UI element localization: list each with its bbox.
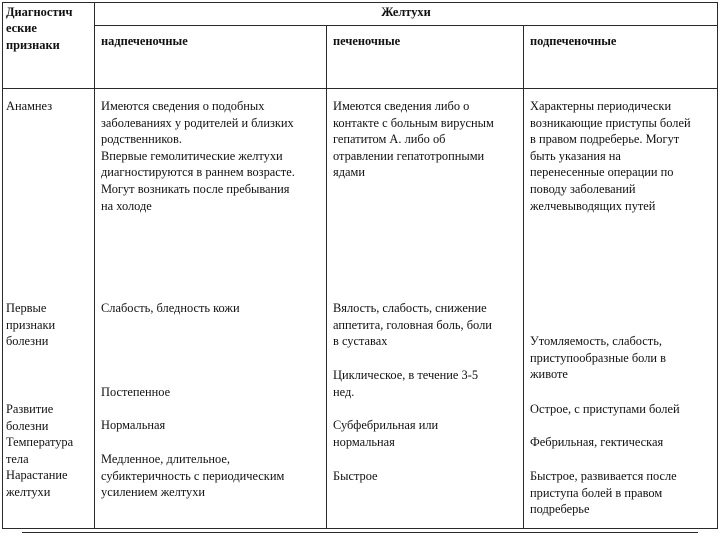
column-divider-1 — [94, 2, 95, 529]
cell-anamnesis-prehepatic: Имеются сведения о подобных заболеваниях у родителей и близких родственников. Впервые гемолитические желтухи диагностируются в раннем возрасте. Могут возникать после пребывания на холоде — [101, 99, 295, 213]
cell-jaundice-growth-hepatic: Быстрое — [333, 469, 378, 483]
row-label-anamnesis: Анамнез — [6, 99, 53, 113]
cell-temperature-prehepatic: Нормальная — [101, 418, 166, 432]
table-border-bottom-shadow — [22, 532, 698, 533]
group-header: Желтухи — [381, 5, 431, 19]
cell-first-signs-posthepatic: Утомляемость, слабость, приступообразные боли в животе — [530, 334, 666, 382]
cell-anamnesis-hepatic: Имеются сведения либо о контакте с больным вирусным гепатитом А. либо об отравлении гепатотропными ядами — [333, 99, 494, 180]
cell-first-signs-hepatic: Вялость, слабость, снижение аппетита, головная боль, боли в суставах — [333, 301, 492, 349]
cell-temperature-hepatic: Субфебрильная или нормальная — [333, 418, 439, 449]
cell-development-posthepatic: Острое, с приступами болей — [530, 402, 680, 416]
table-border-left — [2, 2, 3, 529]
column-header-prehepatic: надпеченочные — [101, 34, 188, 48]
column-header-hepatic: печеночные — [333, 34, 401, 48]
table-border-right — [717, 2, 718, 529]
row-label-first-signs: Первые признаки болезни — [6, 301, 56, 349]
table-border-bottom — [2, 528, 718, 529]
column-divider-3 — [523, 25, 524, 529]
corner-header: Диагностич еские признаки — [6, 5, 73, 52]
cell-jaundice-growth-posthepatic: Быстрое, развивается после приступа болей в правом подреберье — [530, 469, 677, 517]
header-divider — [94, 25, 718, 26]
cell-jaundice-growth-prehepatic: Медленное, длительное, субиктеричность с периодическим усилением желтухи — [101, 452, 285, 500]
header-bottom-border — [2, 88, 718, 89]
column-header-posthepatic: подпеченочные — [530, 34, 617, 48]
cell-first-signs-prehepatic: Слабость, бледность кожи — [101, 301, 240, 315]
table-border-top — [2, 2, 718, 3]
cell-anamnesis-posthepatic: Характерны периодически возникающие приступы болей в правом подреберье. Могут быть указания на перенесенные операции по поводу заболеваний желчевыводящих путей — [530, 99, 691, 213]
row-label-combined: Развитие болезни Температура тела Нарастание желтухи — [6, 402, 74, 499]
column-divider-2 — [326, 25, 327, 529]
cell-development-prehepatic: Постепенное — [101, 385, 171, 399]
cell-temperature-posthepatic: Фебрильная, гектическая — [530, 435, 664, 449]
cell-development-hepatic: Циклическое, в течение 3-5 нед. — [333, 368, 479, 399]
